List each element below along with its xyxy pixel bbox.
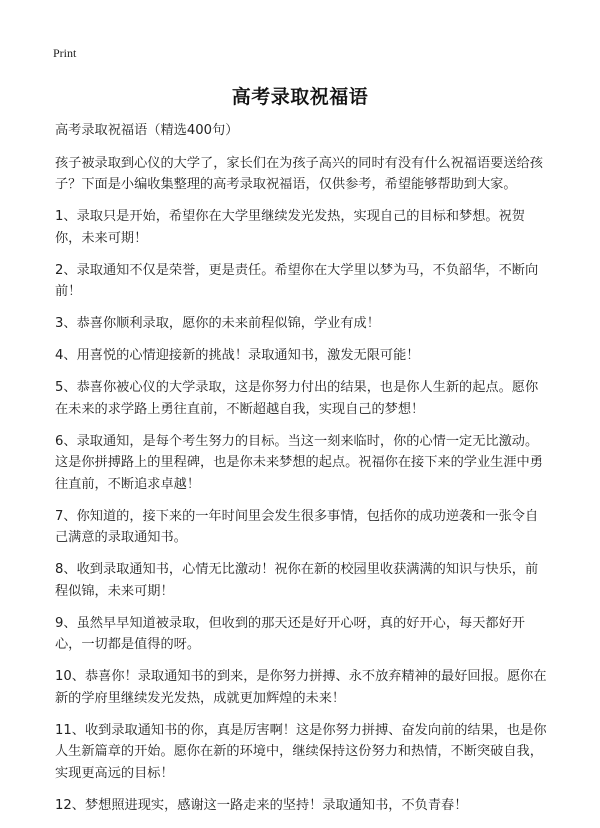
blessing-item-6: 6、录取通知，是每个考生努力的目标。当这一刻来临时，你的心情一定无比激动。这是你拼搏路上的里程碑，也是你未来梦想的起点。祝福你在接下来的学业生涯中勇往直前，不断追求卓越！ [55,433,543,492]
blessing-item-10: 10、恭喜你！录取通知书的到来，是你努力拼搏、永不放弃精神的最好回报。愿你在新的学府里继续发光发热，成就更加辉煌的未来！ [55,669,547,706]
article-intro: 孩子被录取到心仪的大学了，家长们在为孩子高兴的同时有没有什么祝福语要送给孩子？下面是小编收集整理的高考录取祝福语，仅供参考，希望能够帮助到大家。 [55,155,543,192]
blessing-item-12: 12、梦想照进现实，感谢这一路走来的坚持！录取通知书，不负青春！ [55,797,468,813]
page-title: 高考录取祝福语 [231,86,369,108]
blessing-item-2: 2、录取通知不仅是荣誉，更是责任。希望你在大学里以梦为马，不负韶华，不断向前！ [55,262,539,299]
blessing-item-1: 1、录取只是开始，希望你在大学里继续发光发热，实现自己的目标和梦想。祝贺你，未来可期！ [55,209,525,246]
blessing-item-8: 8、收到录取通知书，心情无比激动！祝你在新的校园里收获满满的知识与快乐，前程似锦，未来可期！ [55,562,539,599]
blessing-item-5: 5、恭喜你被心仪的大学录取，这是你努力付出的结果，也是你人生新的起点。愿你在未来的求学路上勇往直前，不断超越自我，实现自己的梦想！ [55,380,539,417]
blessing-item-4: 4、用喜悦的心情迎接新的挑战！录取通知书，激发无限可能！ [55,348,420,363]
article-body [55,120,551,827]
blessing-item-3: 3、恭喜你顺利录取，愿你的未来前程似锦，学业有成！ [55,316,380,331]
blessing-item-9: 9、虽然早早知道被录取，但收到的那天还是好开心呀，真的好开心，每天都好开心，一切都是值得的呀。 [55,615,525,652]
blessing-item-11: 11、收到录取通知书的你，真是厉害啊！这是你努力拼搏、奋发向前的结果，也是你人生新篇章的开始。愿你在新的环境中，继续保持这份努力和热情，不断突破自我，实现更高远的目标！ [55,722,547,781]
blessing-item-7: 7、你知道的，接下来的一年时间里会发生很多事情，包括你的成功逆袭和一张令自己满意的录取通知书。 [55,508,539,545]
print-link[interactable]: Print [53,46,77,60]
article-subtitle: 高考录取祝福语（精选400句） [55,123,239,138]
